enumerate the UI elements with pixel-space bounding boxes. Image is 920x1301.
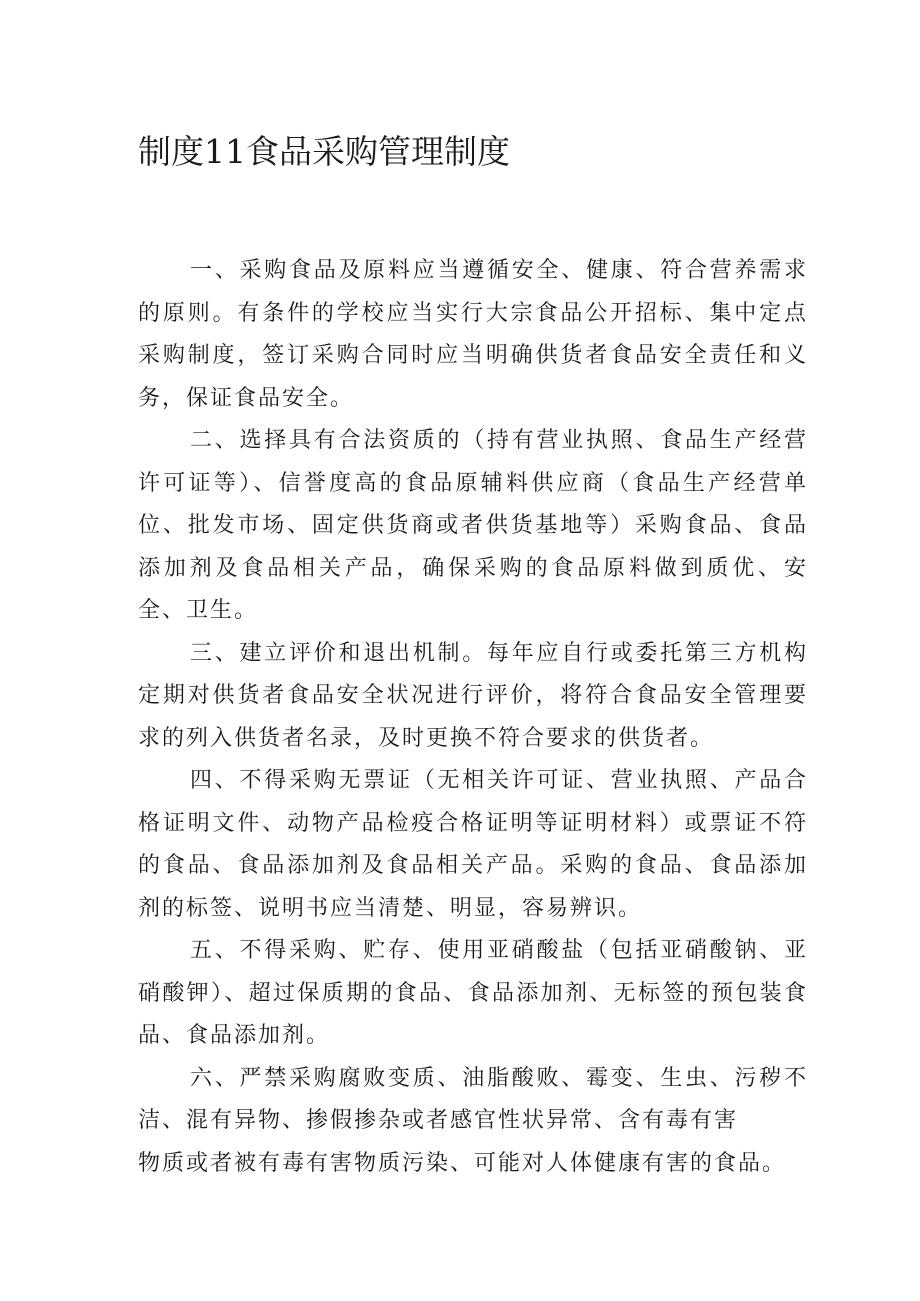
document-body xyxy=(138,250,808,1185)
paragraph-4: 四、不得采购无票证（无相关许可证、营业执照、产品合格证明文件、动物产品检疫合格证明等证明材料）或票证不符的食品、食品添加剂及食品相关产品。采购的食品、食品添加剂的标签、说明书应当清楚、明显，容易辨识。 xyxy=(138,768,808,921)
paragraph-6: 六、严禁采购腐败变质、油脂酸败、霉变、生虫、污秽不洁、混有异物、掺假掺杂或者感官性状异常、含有毒有害 xyxy=(138,1065,808,1133)
paragraph-5: 五、不得采购、贮存、使用亚硝酸盐（包括亚硝酸钠、亚硝酸钾）、超过保质期的食品、食品添加剂、无标签的预包装食品、食品添加剂。 xyxy=(138,938,808,1048)
paragraph-3: 三、建立评价和退出机制。每年应自行或委托第三方机构定期对供货者食品安全状况进行评价，将符合食品安全管理要求的列入供货者名录，及时更换不符合要求的供货者。 xyxy=(138,640,808,751)
document-title: 制度11食品采购管理制度 xyxy=(138,132,510,171)
paragraph-1: 一、采购食品及原料应当遵循安全、健康、符合营养需求的原则。有条件的学校应当实行大宗食品公开招标、集中定点采购制度，签订采购合同时应当明确供货者食品安全责任和义务，保证食品安全。 xyxy=(138,258,808,411)
paragraph-2: 二、选择具有合法资质的（持有营业执照、食品生产经营许可证等）、信誉度高的食品原辅料供应商（食品生产经营单位、批发市场、固定供货商或者供货基地等）采购食品、食品添加剂及食品相关产品，确保采购的食品原料做到质优、安全、卫生。 xyxy=(138,428,808,623)
paragraph-6-continuation: 物质或者被有毒有害物质污染、可能对人体健康有害的食品。 xyxy=(138,1150,787,1176)
